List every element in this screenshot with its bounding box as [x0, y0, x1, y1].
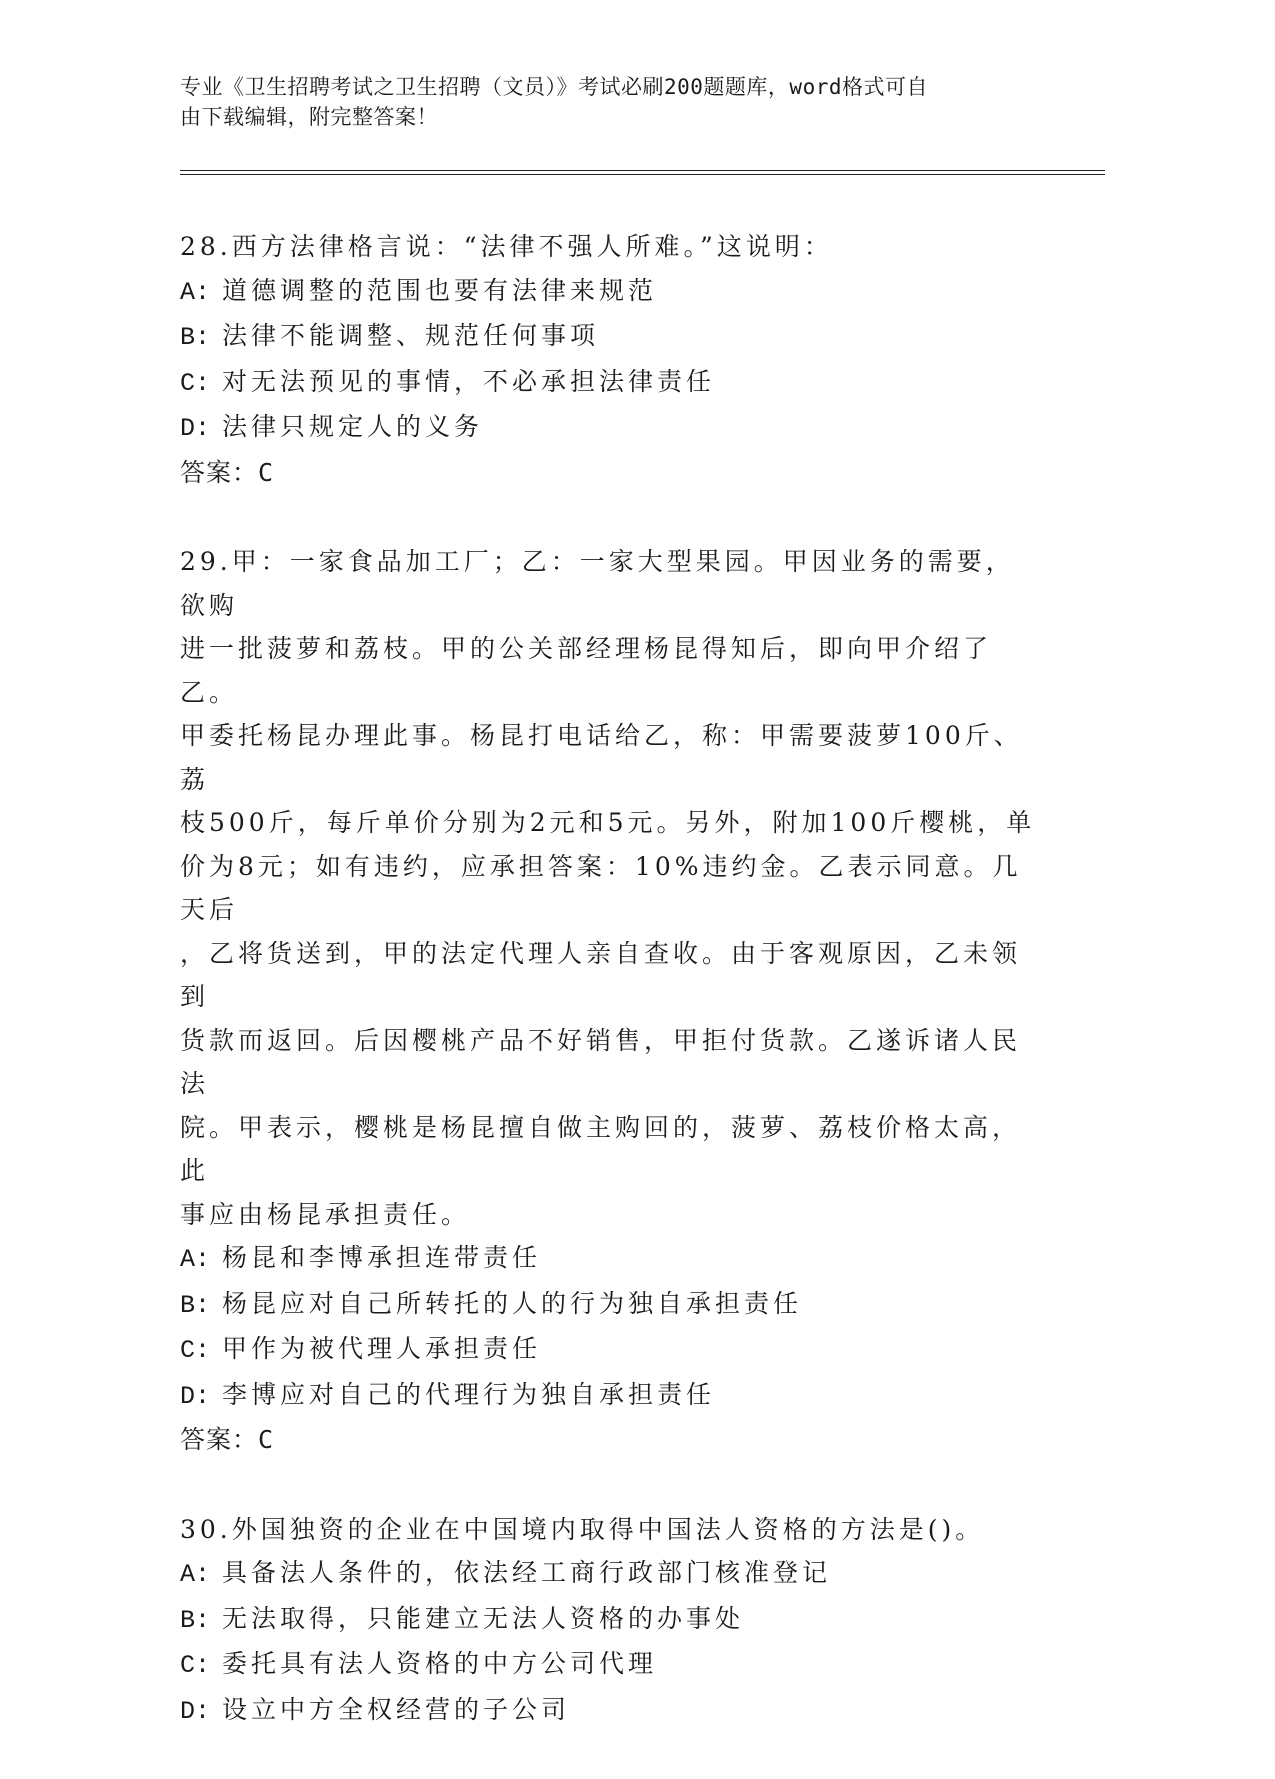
header-divider-bottom	[180, 174, 1105, 175]
stem-line: 甲委托杨昆办理此事。杨昆打电话给乙，称：甲需要菠萝100斤、荔	[180, 721, 1023, 794]
question-stem: 28.西方法律格言说：“法律不强人所难。”这说明：	[180, 232, 833, 261]
option-text: 无法取得，只能建立无法人资格的办事处	[221, 1603, 744, 1633]
document-header	[180, 72, 1040, 132]
question-stem: 30.外国独资的企业在中国境内取得中国法人资格的方法是()。	[180, 1514, 985, 1544]
option-b	[180, 1597, 1040, 1643]
question-28	[180, 225, 1040, 494]
option-text: 法律只规定人的义务	[221, 412, 483, 441]
option-text: 杨昆应对自己所转托的人的行为独自承担责任	[221, 1288, 802, 1318]
option-letter: C:	[180, 1336, 211, 1365]
answer-line	[180, 1418, 1040, 1462]
option-letter: B:	[180, 1290, 211, 1320]
stem-line: 货款而返回。后因樱桃产品不好销售，甲拒付货款。乙遂诉诸人民法	[180, 1025, 1022, 1098]
question-30	[180, 1508, 1040, 1734]
option-letter: D:	[180, 1696, 211, 1726]
option-b	[180, 314, 1040, 360]
option-letter: C:	[180, 368, 211, 398]
answer-line	[180, 451, 1040, 495]
option-b	[180, 1282, 1040, 1328]
option-letter: D:	[180, 414, 211, 443]
option-letter: C:	[180, 1651, 211, 1680]
stem-line: 29.甲：一家食品加工厂；乙：一家大型果园。甲因业务的需要，欲购	[180, 547, 1015, 620]
option-d	[180, 405, 1040, 451]
option-a	[180, 1236, 1040, 1282]
option-text: 设立中方全权经营的子公司	[221, 1694, 570, 1724]
option-text: 委托具有法人资格的中方公司代理	[221, 1649, 657, 1678]
option-text: 法律不能调整、规范任何事项	[221, 321, 599, 350]
option-text: 甲作为被代理人承担责任	[221, 1334, 541, 1363]
option-text: 具备法人条件的，依法经工商行政部门核准登记	[221, 1558, 831, 1587]
option-a	[180, 1551, 1040, 1597]
stem-line: ，乙将货送到，甲的法定代理人亲自查收。由于客观原因，乙未领到	[180, 938, 1022, 1011]
option-a	[180, 269, 1040, 315]
stem-line: 价为8元；如有违约，应承担答案：10%违约金。乙表示同意。几天后	[180, 851, 1022, 924]
header-divider-top	[180, 170, 1105, 171]
option-c	[180, 360, 1040, 406]
option-letter: A:	[180, 1560, 211, 1589]
question-29	[180, 540, 1040, 1462]
option-letter: D:	[180, 1381, 211, 1411]
option-d	[180, 1373, 1040, 1419]
option-d	[180, 1688, 1040, 1734]
option-text: 杨昆和李博承担连带责任	[221, 1243, 541, 1272]
stem-line: 枝500斤，每斤单价分别为2元和5元。另外，附加100斤樱桃，单	[180, 808, 1036, 837]
answer-value: C	[258, 457, 275, 487]
option-c	[180, 1642, 1040, 1688]
option-letter: B:	[180, 1605, 211, 1635]
question-stem	[180, 540, 1040, 1236]
header-line-2: 由下载编辑，附完整答案！	[180, 105, 438, 129]
answer-label: 答案：	[180, 1425, 259, 1454]
option-text: 李博应对自己的代理行为独自承担责任	[221, 1379, 715, 1409]
answer-value: C	[258, 1425, 275, 1454]
question-list	[180, 225, 1040, 1779]
stem-line: 事应由杨昆承担责任。	[180, 1199, 471, 1229]
option-c	[180, 1327, 1040, 1373]
option-letter: A:	[180, 277, 211, 307]
header-line-1: 专业《卫生招聘考试之卫生招聘（文员）》考试必刷200题题库，word格式可自	[180, 75, 928, 99]
option-letter: A:	[180, 1245, 211, 1274]
answer-label: 答案：	[180, 457, 259, 487]
option-text: 道德调整的范围也要有法律来规范	[221, 275, 657, 305]
option-letter: B:	[180, 323, 211, 352]
stem-line: 院。甲表示，樱桃是杨昆擅自做主购回的，菠萝、荔枝价格太高，此	[180, 1112, 1022, 1185]
stem-line: 进一批菠萝和荔枝。甲的公关部经理杨昆得知后，即向甲介绍了乙。	[180, 634, 993, 707]
option-text: 对无法预见的事情，不必承担法律责任	[221, 366, 715, 396]
